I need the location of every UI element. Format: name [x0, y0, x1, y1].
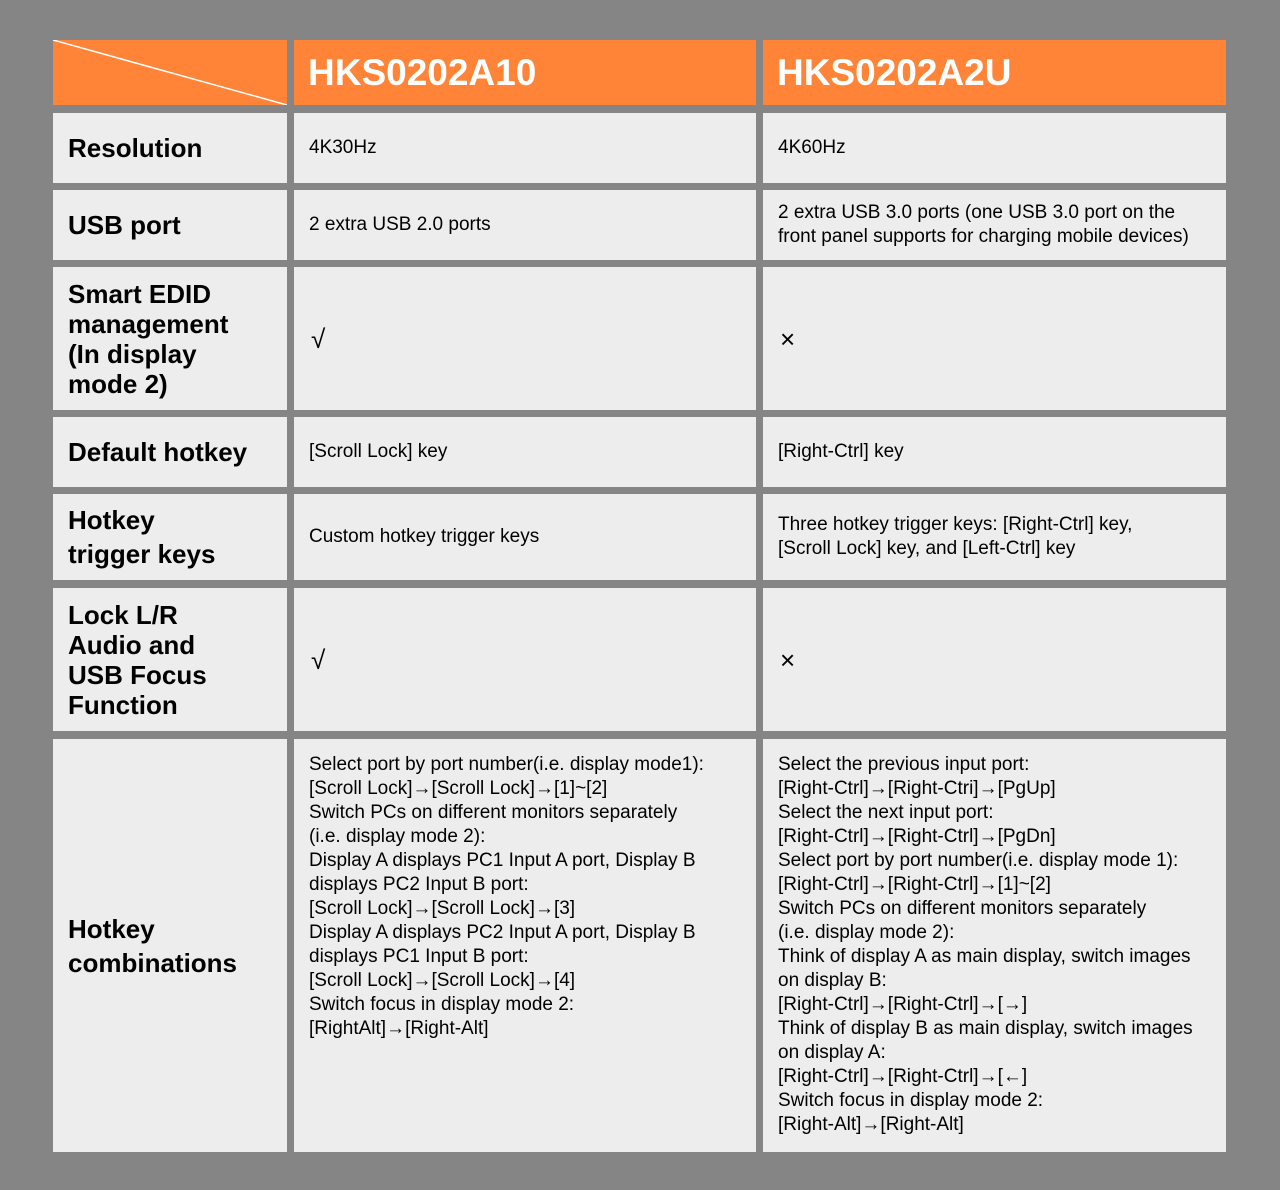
text-line: Select port by port number(i.e. display mode 1): [778, 850, 1179, 871]
check-mark-icon: √ [311, 323, 326, 354]
header-col2 [763, 40, 1226, 105]
row-label: Resolution [68, 133, 203, 163]
cell-value: [Scroll Lock] key [309, 441, 448, 462]
text-line: Think of display A as main display, switch images [778, 946, 1191, 967]
header-col1 [294, 40, 756, 105]
cell-value [763, 201, 1195, 249]
row-default-hotkey-label-cell [53, 417, 287, 487]
text-line: front panel supports for charging mobile devices) [778, 226, 1189, 247]
cell-value [294, 753, 710, 1041]
text-line: Function [68, 689, 178, 720]
row-lock-audio-col2 [763, 588, 1226, 731]
row-resolution-col2 [763, 113, 1226, 183]
text-line: displays PC1 Input B port: [309, 946, 529, 967]
row-combinations-col2 [763, 739, 1226, 1152]
text-line: Display A displays PC1 Input A port, Display B [309, 850, 696, 871]
text-line: Select the previous input port: [778, 754, 1030, 775]
text-line: 2 extra USB 3.0 ports (one USB 3.0 port on the [778, 202, 1176, 223]
row-default-hotkey-col2 [763, 417, 1226, 487]
row-usb-col1 [294, 190, 756, 260]
cross-mark-icon: × [780, 323, 796, 354]
text-line: Select the next input port: [778, 802, 994, 823]
cell-value: Custom hotkey trigger keys [309, 526, 540, 547]
check-mark-icon: √ [311, 644, 326, 675]
row-combinations-label-cell [53, 739, 287, 1152]
text-line: management [68, 308, 229, 339]
text-line: [Right-Ctrl]→[Right-Ctrl]→[PgDn] [778, 826, 1056, 847]
row-edid-col1 [294, 267, 756, 410]
row-label: Default hotkey [68, 437, 248, 467]
text-line: mode 2) [68, 368, 168, 399]
row-combinations-col1 [294, 739, 756, 1152]
row-trigger-keys-label-cell [53, 494, 287, 580]
text-line: [Scroll Lock]→[Scroll Lock]→[4] [309, 970, 576, 991]
text-line: Smart EDID [68, 278, 212, 309]
text-line: Hotkey [68, 913, 155, 944]
text-line: (i.e. display mode 2): [778, 922, 955, 943]
text-line: [RightAlt]→[Right-Alt] [309, 1018, 489, 1039]
text-line: [Scroll Lock]→[Scroll Lock]→[1]~[2] [309, 778, 608, 799]
row-default-hotkey-col1 [294, 417, 756, 487]
cell-value [763, 513, 1138, 561]
row-resolution-col1 [294, 113, 756, 183]
text-line: [Right-Ctrl]→[Right-Ctrl]→[←] [778, 1066, 1028, 1087]
text-line: [Right-Alt]→[Right-Alt] [778, 1114, 964, 1135]
cell-value: [Right-Ctrl] key [778, 441, 904, 462]
text-line: displays PC2 Input B port: [309, 874, 529, 895]
cross-mark-icon: × [780, 644, 796, 675]
header-col1-title: HKS0202A10 [308, 52, 537, 93]
text-line: on display A: [778, 1042, 886, 1063]
text-line: on display B: [778, 970, 887, 991]
text-line: [Scroll Lock] key, and [Left-Ctrl] key [778, 538, 1076, 559]
row-edid-label-cell [53, 267, 287, 410]
row-lock-audio-label-cell [53, 588, 287, 731]
text-line: [Right-Ctrl]→[Right-Ctri]→[PgUp] [778, 778, 1056, 799]
row-usb-col2 [763, 190, 1226, 260]
text-line: [Scroll Lock]→[Scroll Lock]→[3] [309, 898, 576, 919]
text-line: Switch PCs on different monitors separately [778, 898, 1147, 919]
header-corner-cell [53, 40, 287, 105]
diagonal-divider-icon [53, 40, 287, 105]
text-line: [Right-Ctrl]→[Right-Ctrl]→[→] [778, 994, 1028, 1015]
cell-value: 4K30Hz [309, 137, 377, 158]
row-label: USB port [68, 210, 181, 240]
row-label [53, 912, 237, 980]
row-usb-label-cell [53, 190, 287, 260]
cell-value: 2 extra USB 2.0 ports [309, 214, 491, 235]
cell-value [763, 753, 1199, 1137]
text-line: [Right-Ctrl]→[Right-Ctrl]→[1]~[2] [778, 874, 1051, 895]
header-col2-title: HKS0202A2U [777, 52, 1012, 93]
row-edid-col2 [763, 267, 1226, 410]
cell-value: 4K60Hz [778, 137, 846, 158]
row-trigger-keys-col2 [763, 494, 1226, 580]
text-line: Think of display B as main display, switch images [778, 1018, 1193, 1039]
text-line: Hotkey [68, 505, 155, 535]
text-line: Lock L/R [68, 599, 178, 630]
text-line: Switch focus in display mode 2: [778, 1090, 1044, 1111]
row-label [53, 600, 207, 720]
text-line: Display A displays PC2 Input A port, Display B [309, 922, 696, 943]
text-line: (In display [68, 338, 197, 369]
text-line: (i.e. display mode 2): [309, 826, 486, 847]
row-lock-audio-col1 [294, 588, 756, 731]
text-line: USB Focus [68, 659, 207, 690]
text-line: Switch PCs on different monitors separately [309, 802, 678, 823]
text-line: trigger keys [68, 539, 216, 569]
row-label [53, 279, 228, 399]
text-line: combinations [68, 947, 238, 978]
row-label [53, 503, 215, 571]
text-line: Three hotkey trigger keys: [Right-Ctrl] key, [778, 514, 1133, 535]
row-resolution-label-cell [53, 113, 287, 183]
row-trigger-keys-col1 [294, 494, 756, 580]
text-line: Select port by port number(i.e. display mode1): [309, 754, 704, 775]
text-line: Switch focus in display mode 2: [309, 994, 575, 1015]
text-line: Audio and [68, 629, 196, 660]
